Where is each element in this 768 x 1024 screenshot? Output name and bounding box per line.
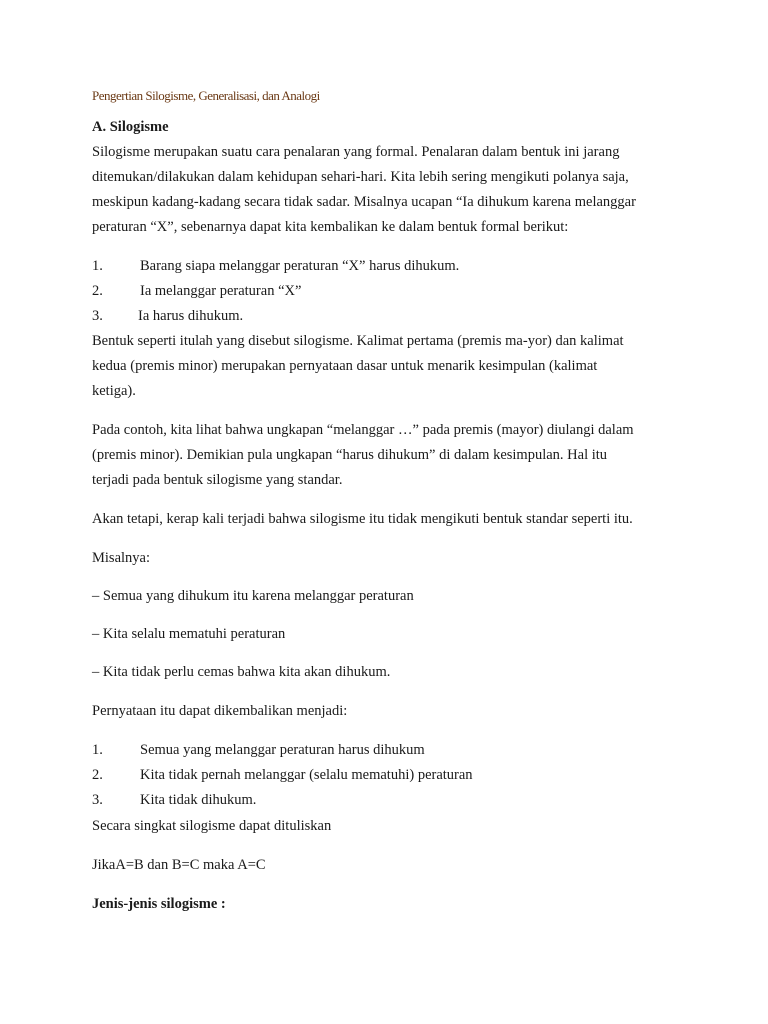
dash-item-2: – Kita selalu mematuhi peraturan <box>92 626 286 642</box>
paragraph-2-line-3: ketiga). <box>92 383 136 399</box>
intro-line-1: Silogisme merupakan suatu cara penalaran yang formal. Penalaran dalam bentuk ini jarang <box>92 144 620 160</box>
intro-line-3: meskipun kadang-kadang secara tidak sadar. Misalnya ucapan “Ia dihukum karena melanggar <box>92 194 636 210</box>
section-heading: A. Silogisme <box>92 119 169 135</box>
paragraph-3-line-1: Pada contoh, kita lihat bahwa ungkapan “melanggar …” pada premis (mayor) diulangi dalam <box>92 422 634 438</box>
list-text: Ia melanggar peraturan “X” <box>140 283 302 299</box>
list-text: Kita tidak dihukum. <box>140 792 257 808</box>
list-item <box>92 763 692 788</box>
list-number: 2. <box>92 283 103 299</box>
list-item <box>92 304 692 329</box>
intro-line-4: peraturan “X”, sebenarnya dapat kita kembalikan ke dalam bentuk formal berikut: <box>92 219 569 235</box>
paragraph-3-line-3: terjadi pada bentuk silogisme yang standar. <box>92 472 343 488</box>
dash-item-3: – Kita tidak perlu cemas bahwa kita akan dihukum. <box>92 664 391 680</box>
paragraph-7: Secara singkat silogisme dapat dituliskan <box>92 818 332 834</box>
paragraph-2-line-2: kedua (premis minor) merupakan pernyataan dasar untuk menarik kesimpulan (kalimat <box>92 358 598 374</box>
list-number: 1. <box>92 742 103 758</box>
list-text: Kita tidak pernah melanggar (selalu mematuhi) peraturan <box>140 767 473 783</box>
paragraph-6: Pernyataan itu dapat dikembalikan menjadi: <box>92 703 348 719</box>
list-number: 1. <box>92 258 103 274</box>
document-title: Pengertian Silogisme, Generalisasi, dan Analogi <box>92 88 320 103</box>
list-item <box>92 279 692 304</box>
list-text: Ia harus dihukum. <box>138 308 244 324</box>
formula: JikaA=B dan B=C maka A=C <box>92 857 266 873</box>
list-item <box>92 788 692 813</box>
subheading: Jenis-jenis silogisme : <box>92 896 226 912</box>
dash-item-1: – Semua yang dihukum itu karena melanggar peraturan <box>92 588 414 604</box>
list-item <box>92 738 692 763</box>
list-number: 2. <box>92 767 103 783</box>
paragraph-3-line-2: (premis minor). Demikian pula ungkapan “harus dihukum” di dalam kesimpulan. Hal itu <box>92 447 608 463</box>
list-text: Barang siapa melanggar peraturan “X” harus dihukum. <box>140 258 460 274</box>
intro-line-2: ditemukan/dilakukan dalam kehidupan sehari-hari. Kita lebih sering mengikuti polanya saja, <box>92 169 629 185</box>
list-item <box>92 254 692 279</box>
paragraph-4: Akan tetapi, kerap kali terjadi bahwa silogisme itu tidak mengikuti bentuk standar seperti itu. <box>92 511 633 527</box>
list-text: Semua yang melanggar peraturan harus dihukum <box>140 742 425 758</box>
list-number: 3. <box>92 308 103 324</box>
list-number: 3. <box>92 792 103 808</box>
paragraph-5: Misalnya: <box>92 550 150 566</box>
paragraph-2-line-1: Bentuk seperti itulah yang disebut silogisme. Kalimat pertama (premis ma-yor) dan kalimat <box>92 333 624 349</box>
